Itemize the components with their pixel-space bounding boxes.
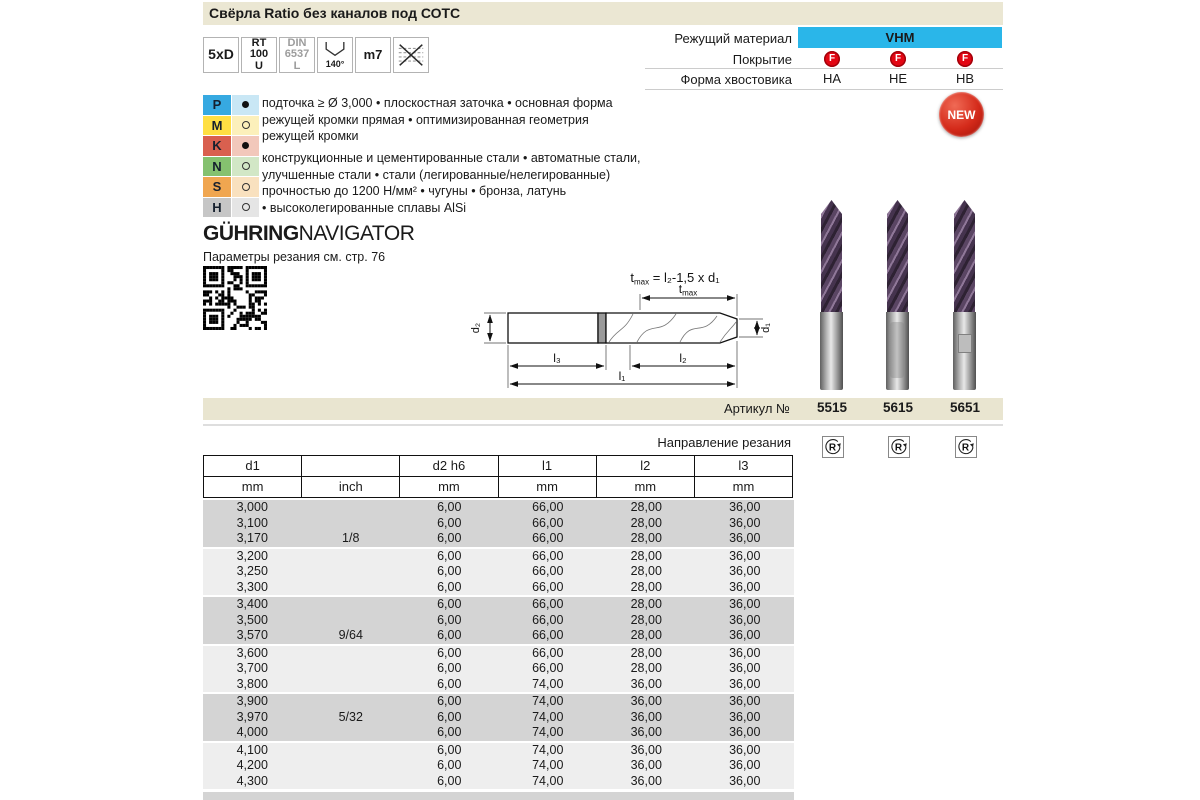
table-cell: 36,00 [729,742,761,757]
open-dot-icon [242,203,250,211]
table-cell: 36,00 [729,709,761,724]
column-unit: inch [302,477,400,497]
table-row [203,531,794,547]
table-cell: 74,00 [532,758,564,772]
table-row [203,677,794,693]
column-unit: mm [597,477,695,497]
table-cell: 3,000 [236,500,268,514]
table-cell: 28,00 [630,645,662,660]
whistle-notch-flat [890,322,904,378]
table-cell: 36,00 [630,676,662,691]
application-text-line: • высоколегированные сплавы AlSi [262,200,467,215]
material-group-letter-H: H [203,198,231,218]
table-cell: 36,00 [729,579,761,594]
table-cell [302,774,401,790]
open-dot-icon [242,183,250,191]
table-cell: 3,250 [236,564,268,578]
drill-image-5615 [886,200,910,390]
table-cell: 6,00 [437,579,462,594]
table-cell: 74,00 [532,694,564,708]
table-cell: 36,00 [630,758,662,772]
drill-image-5515 [820,200,844,390]
tmax-dim-label: $t_{max}$ [678,282,698,298]
drill-flutes [954,200,975,314]
spec-icon-point-angle: 140° [317,37,353,73]
table-cell: 6,00 [437,612,462,627]
table-row [203,597,794,613]
column-unit: mm [499,477,597,497]
table-cell: 6,00 [437,709,462,724]
material-group-suitability [232,157,259,177]
column-unit: mm [732,479,755,494]
table-cell: 36,00 [630,742,662,757]
table-cell: 6,00 [437,564,462,578]
table-cell: 36,00 [729,676,761,691]
table-cell: 66,00 [532,500,564,514]
table-row [203,758,794,774]
table-row-partial [203,792,794,800]
table-cell [302,743,401,759]
table-cell: 6,00 [437,548,462,563]
table-cell: 36,00 [630,709,662,724]
table-cell: 3,570 [236,628,268,642]
table-cell: 3,800 [236,676,268,691]
table-cell: 3,300 [236,579,268,594]
table-cell: 1/8 [342,531,360,545]
table-cell: 3,100 [236,515,268,530]
table-cell: 36,00 [729,597,761,611]
table-cell: 4,300 [236,773,268,788]
table-cell: 5/32 [338,709,363,724]
column-header: d1 [204,456,302,476]
table-row-group [203,597,794,644]
table-cell: 28,00 [630,564,662,578]
drill-body-outline [606,313,737,343]
table-cell [302,646,401,662]
coating-f-icon: F [957,51,973,67]
table-cell: 28,00 [630,548,662,563]
d2-dim-label: d₂ [470,322,482,334]
material-group-suitability [232,136,259,156]
table-cell: 6,00 [437,500,462,514]
feature-text-line: подточка ≥ Ø 3,000 • плоскостная заточка • основная форма [262,96,613,110]
table-cell: 28,00 [630,628,662,642]
table-cell: 36,00 [729,645,761,660]
cutting-direction-icon [888,436,910,458]
drill-shank [820,312,843,390]
open-dot-icon [242,121,250,129]
application-text-line: прочностью до 1200 Н/мм² • чугуны • бронза, латунь [262,184,567,198]
table-cell: 3,170 [236,531,268,545]
table-cell: 36,00 [729,628,761,642]
spec-icon-din6537l: DIN 6537 L [279,37,315,73]
filled-dot-icon [242,142,249,149]
material-group-letter-S: S [203,177,231,197]
table-cell [302,758,401,774]
l3-dim-label: l₃ [553,351,561,365]
divider [645,89,1003,90]
column-header: d2 h6 [400,456,498,476]
column-header: l1 [499,456,597,476]
feature-text-line: режущей кромки прямая • оптимизированная геометрия [262,112,589,127]
shank-form-label: Форма хвостовика [680,72,792,87]
table-cell: 3,700 [236,661,268,675]
table-cell [302,725,401,741]
spec-icon-rt100u: RT 100 U [241,37,277,73]
table-cell: 4,000 [236,725,268,739]
material-group-suitability [232,95,259,115]
table-cell: 36,00 [630,725,662,739]
drill-shank [953,312,976,390]
drill-point-icon [320,41,350,59]
table-cell: 36,00 [729,564,761,578]
page-title: Свёрла Ratio без каналов под СОТС [209,5,461,21]
table-cell: 66,00 [532,597,564,611]
coating-f-icon: F [890,51,906,67]
table-cell [302,677,401,693]
table-row [203,725,794,741]
drill-image-5651 [953,200,977,390]
coating-f-icon: F [824,51,840,67]
application-text-line: улучшенные стали • стали (легированные/нелегированные) [262,167,611,182]
drill-shank [886,312,909,390]
table-cell: 66,00 [532,515,564,530]
article-number-label: Артикул № [723,401,790,416]
table-cell: 74,00 [532,742,564,757]
column-header [302,456,400,476]
table-cell: 36,00 [729,773,761,788]
dimensions-table-body [203,500,794,791]
shank-form-value: HA [822,71,842,86]
table-row [203,549,794,565]
table-cell [302,694,401,710]
material-group-letter-M: M [203,116,231,136]
svg-text:R: R [828,442,837,454]
cutting-direction-icon [822,436,844,458]
clamping-flat [958,334,972,353]
technical-drawing [470,256,820,396]
rotation-arrow-icon [889,437,909,457]
table-cell: 28,00 [630,579,662,594]
table-cell: 28,00 [630,597,662,611]
table-cell: 66,00 [532,548,564,563]
table-cell: 36,00 [729,548,761,563]
table-cell: 36,00 [729,500,761,514]
cutting-parameters-note: Параметры резания см. стр. 76 [203,250,386,264]
table-cell: 66,00 [532,531,564,545]
table-row [203,613,794,629]
table-cell: 74,00 [532,676,564,691]
table-cell: 66,00 [532,579,564,594]
guehring-navigator-logo [203,222,414,246]
table-cell: 36,00 [729,661,761,675]
l1-dim-label: l₁ [618,369,626,383]
table-cell: 28,00 [630,661,662,675]
table-cell: 3,600 [236,645,268,660]
cutting-material-value: VHM [798,27,1002,48]
table-cell: 6,00 [437,694,462,708]
column-unit: mm [400,477,498,497]
table-cell: 36,00 [729,694,761,708]
table-row-group [203,646,794,693]
table-cell: 66,00 [532,661,564,675]
table-cell: 28,00 [630,515,662,530]
svg-text:R: R [961,442,970,454]
table-cell: 6,00 [437,676,462,691]
table-cell [302,564,401,580]
table-row [203,580,794,596]
spec-icon-5xd: 5xD [203,37,239,73]
l2-dim-label: l₂ [679,351,687,365]
table-header-units [204,477,792,497]
shank-form-value: HE [888,71,908,86]
spec-icon-no-coolant-channels [393,37,429,73]
column-unit: mm [204,477,302,497]
table-row [203,628,794,644]
table-row [203,516,794,532]
svg-text:R: R [894,442,903,454]
table-cell: 28,00 [630,500,662,514]
column-header: l2 [597,456,695,476]
table-cell: 3,500 [236,612,268,627]
table-cell: 4,100 [236,742,268,757]
table-row-group [203,694,794,741]
table-cell: 6,00 [437,773,462,788]
feature-text-line: режущей кромки [262,129,359,143]
table-row-group [203,743,794,790]
table-cell: 6,00 [437,742,462,757]
table-row-group [203,500,794,547]
table-cell: 6,00 [437,531,462,545]
table-cell: 4,200 [236,758,268,772]
table-cell: 3,200 [236,548,268,563]
dimensions-table-header [203,455,793,498]
drill-flutes [887,200,908,314]
table-cell: 6,00 [437,758,462,772]
table-cell: 36,00 [729,758,761,772]
new-badge: NEW [939,92,984,137]
material-group-letter-N: N [203,157,231,177]
brand-logo: GÜHRING [203,222,299,245]
table-cell [302,580,401,596]
table-cell: 66,00 [532,628,564,642]
divider [645,68,1003,69]
drill-flutes [821,200,842,314]
table-cell: 6,00 [437,597,462,611]
table-cell: 66,00 [532,612,564,627]
table-cell: 6,00 [437,645,462,660]
divider [203,424,1003,426]
material-group-suitability [232,116,259,136]
table-cell: 36,00 [630,773,662,788]
table-cell: 66,00 [532,645,564,660]
no-coolant-icon [395,39,427,71]
table-cell: 74,00 [532,773,564,788]
material-group-suitability [232,198,259,218]
drill-collar [598,313,606,343]
cutting-direction-label: Направление резания [657,435,791,450]
table-cell: 36,00 [729,612,761,627]
cutting-direction-icon [955,436,977,458]
navigator-logo-suffix: NAVIGATOR [298,222,415,245]
table-cell: 9/64 [338,628,363,642]
table-cell [302,516,401,532]
material-group-suitability [232,177,259,197]
table-header-titles [204,456,792,477]
table-row [203,646,794,662]
article-number: 5615 [882,400,914,415]
spec-icon-m7: m7 [355,37,391,73]
filled-dot-icon [242,101,249,108]
table-row [203,500,794,516]
page-title-band [203,2,1003,25]
table-row [203,710,794,726]
table-cell [302,661,401,677]
application-text-line: конструкционные и цементированные стали • автоматные стали, [262,151,641,165]
table-cell [302,613,401,629]
table-cell: 36,00 [630,694,662,708]
open-dot-icon [242,162,250,170]
table-cell: 3,900 [236,694,268,708]
cutting-material-label: Режущий материал [674,31,792,46]
table-cell: 66,00 [532,564,564,578]
table-cell: 28,00 [630,612,662,627]
table-row [203,694,794,710]
table-cell [302,597,401,613]
d1-dim-label: d₁ [760,323,772,333]
table-cell: 3,400 [236,597,268,611]
rotation-arrow-icon [823,437,843,457]
article-number: 5651 [949,400,981,415]
shank-form-value: HB [955,71,975,86]
table-row [203,661,794,677]
article-number: 5515 [816,400,848,415]
table-cell: 6,00 [437,515,462,530]
table-cell: 3,970 [236,709,268,724]
table-row-group [203,549,794,596]
table-cell: 36,00 [729,531,761,545]
coating-label: Покрытие [732,52,792,67]
rotation-arrow-icon [956,437,976,457]
column-header: l3 [738,458,749,473]
table-cell: 74,00 [532,725,564,739]
table-cell: 6,00 [437,628,462,642]
tmax-formula: tmax = l₂-1,5 x d₁ [630,270,720,287]
table-cell [302,500,401,516]
table-row [203,774,794,790]
qr-code [203,266,267,330]
table-cell: 36,00 [729,725,761,739]
table-row [203,743,794,759]
table-cell: 74,00 [532,709,564,724]
table-cell: 28,00 [630,531,662,545]
drill-shank-outline [508,313,598,343]
table-cell [302,549,401,565]
material-group-letter-P: P [203,95,231,115]
table-cell: 6,00 [437,661,462,675]
table-cell: 36,00 [729,515,761,530]
table-cell: 6,00 [437,725,462,739]
table-row [203,564,794,580]
material-group-letter-K: K [203,136,231,156]
